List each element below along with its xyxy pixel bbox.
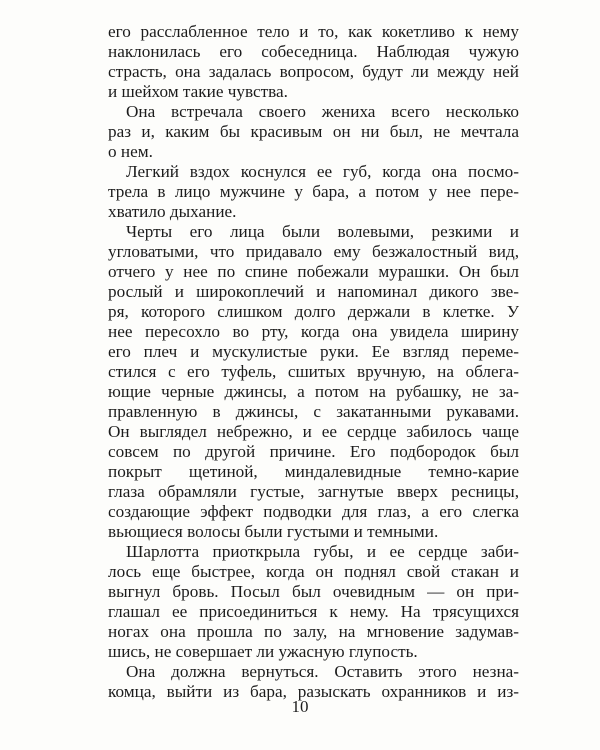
paragraph: [108, 662, 519, 702]
paragraph: [108, 222, 519, 542]
text-line: Он выглядел небрежно, и ее сердце забилось чаще: [108, 422, 519, 441]
text-line: ногах она прошла по залу, на мгновение задумав-: [108, 622, 519, 641]
text-line: лось еще быстрее, когда он поднял свой стакан и: [108, 562, 519, 581]
text-line: отчего у нее по спине побежали мурашки. Он был: [108, 262, 519, 281]
text-line: шись, не совершает ли ужасную глупость.: [108, 642, 418, 661]
paragraph: [108, 22, 519, 102]
text-line: выгнул бровь. Посыл был очевидным — он при-: [108, 582, 519, 601]
text-line: хватило дыхание.: [108, 202, 237, 221]
text-line: страсть, она задалась вопросом, будут ли между ней: [108, 62, 519, 81]
text-line: наклонилась его собеседница. Наблюдая чужую: [108, 42, 519, 61]
text-line: вьющиеся волосы были густыми и темными.: [108, 522, 439, 541]
text-line: нее пересохло во рту, когда она увидела ширину: [108, 322, 519, 341]
text-line: Она встречала своего жениха всего несколько: [126, 102, 519, 121]
text-line: о нем.: [108, 142, 153, 161]
text-line: Она должна вернуться. Оставить этого незна-: [126, 662, 519, 681]
text-line: его расслабленное тело и то, как кокетливо к нему: [108, 22, 519, 41]
paragraph: [108, 542, 519, 662]
page-number: 10: [291, 697, 309, 716]
text-line: глаза обрамляли густые, загнутые вверх ресницы,: [108, 482, 519, 501]
text-line: раз и, каким бы красивым он ни был, не мечтала: [108, 122, 519, 141]
text-line: глашал ее присоединиться к нему. На трясущихся: [108, 602, 519, 621]
text-line: правленную в джинсы, с закатанными рукавами.: [108, 402, 519, 421]
text-line: Шарлотта приоткрыла губы, и ее сердце заби-: [126, 542, 519, 561]
text-line: ющие черные джинсы, а потом на рубашку, не за-: [108, 382, 519, 401]
text-line: Легкий вздох коснулся ее губ, когда она посмо-: [126, 162, 519, 181]
text-line: и шейхом такие чувства.: [108, 82, 288, 101]
text-line: покрыт щетиной, миндалевидные темно-карие: [108, 462, 519, 481]
paragraph: [108, 102, 519, 162]
page-body: [108, 22, 519, 702]
text-line: трела в лицо мужчине у бара, а потом у нее пере-: [108, 182, 519, 201]
text-line: Черты его лица были волевыми, резкими и: [126, 222, 519, 241]
text-line: рослый и широкоплечий и напоминал дикого зве-: [108, 282, 519, 301]
text-line: создающие эффект подводки для глаз, а его слегка: [108, 502, 519, 521]
text-line: его плеч и мускулистые руки. Ее взгляд переме-: [108, 342, 519, 361]
text-line: комца, выйти из бара, разыскать охранников и из-: [108, 682, 519, 701]
text-line: ря, которого слишком долго держали в клетке. У: [108, 302, 519, 321]
text-line: угловатыми, что придавало ему безжалостный вид,: [108, 242, 519, 261]
paragraph: [108, 162, 519, 222]
text-line: совсем по другой причине. Его подбородок был: [108, 442, 519, 461]
text-line: стился с его туфель, сшитых вручную, на облега-: [108, 362, 519, 381]
